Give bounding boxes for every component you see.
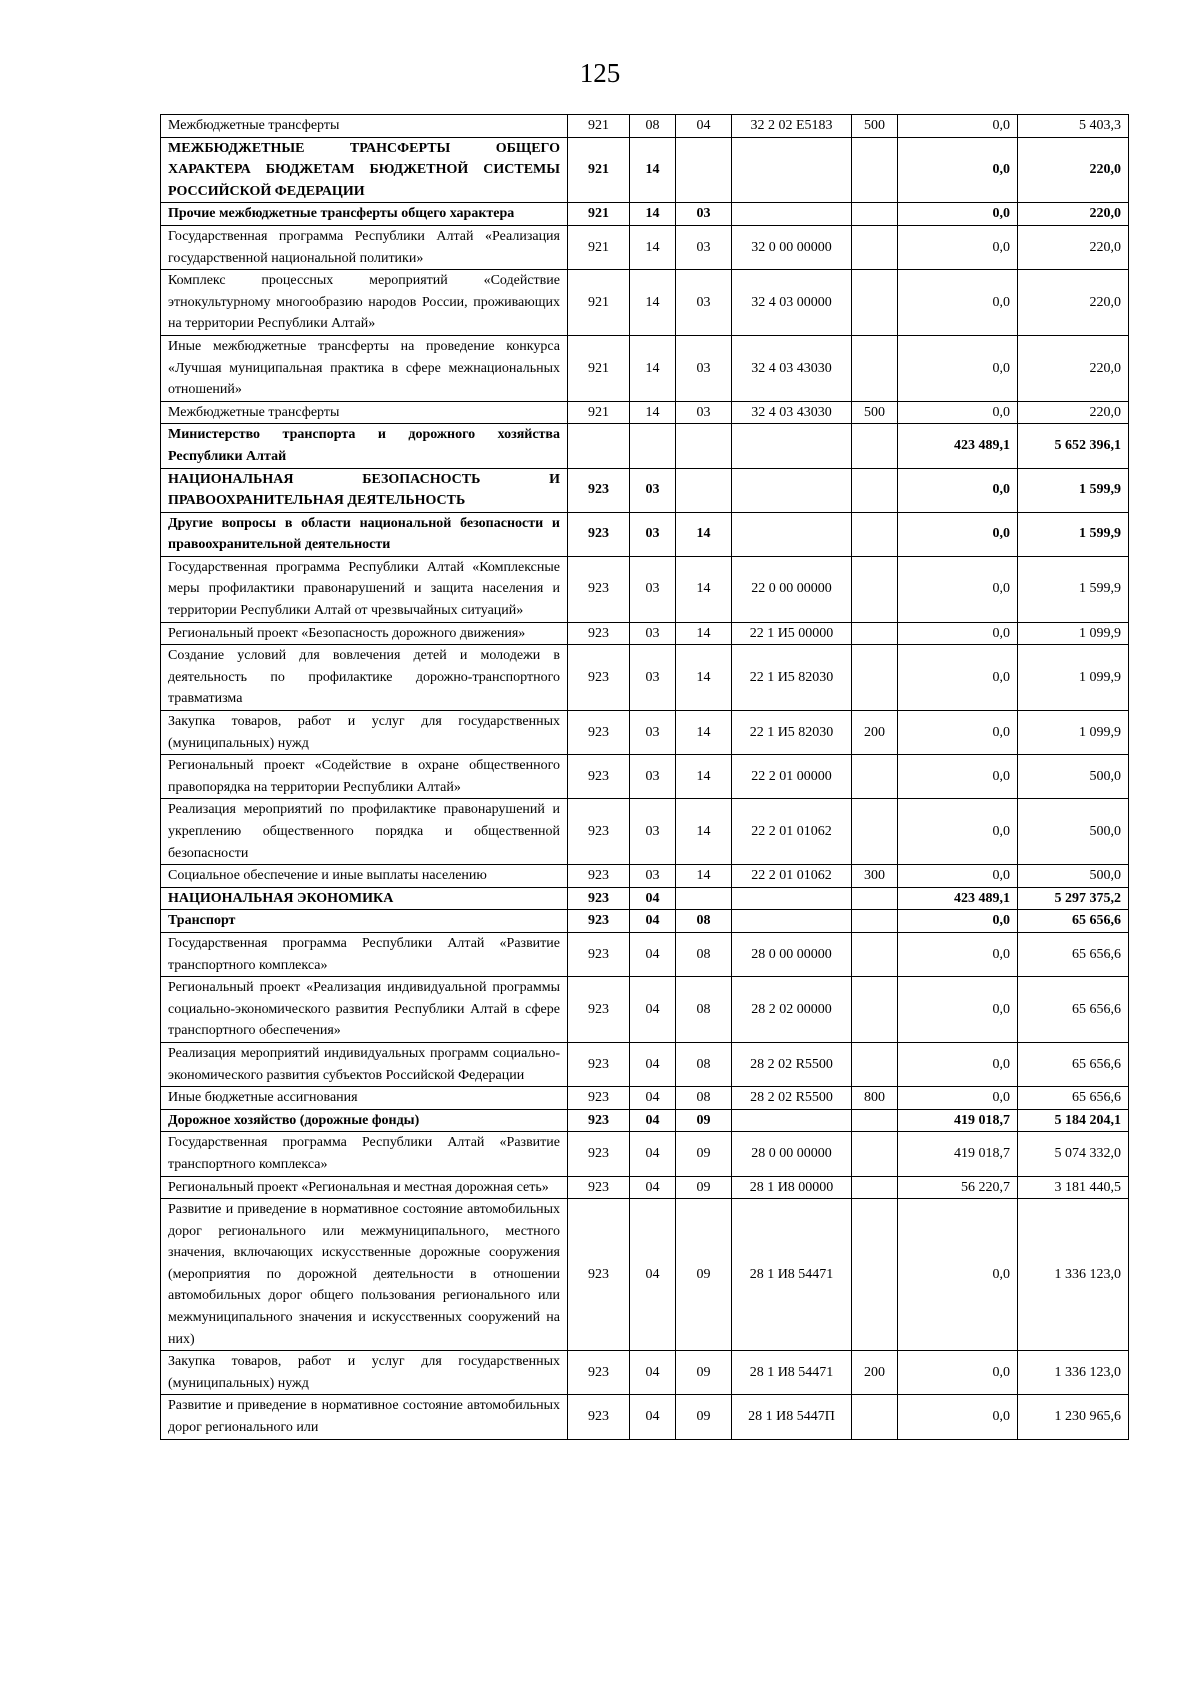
- amount-2: 1 599,9: [1018, 468, 1129, 512]
- target-article-code: 28 1 И8 00000: [732, 1176, 852, 1199]
- subsection-code: 03: [676, 225, 732, 269]
- row-name: Реализация мероприятий по профилактике правонарушений и укреплению общественного порядка и общественной безопасности: [161, 799, 568, 865]
- table-row: [161, 1351, 1129, 1395]
- table-row: [161, 1109, 1129, 1132]
- amount-1: 0,0: [898, 1351, 1018, 1395]
- subsection-code: 08: [676, 1087, 732, 1110]
- section-code: 14: [630, 270, 676, 336]
- expense-type-code: [852, 1176, 898, 1199]
- row-name: МЕЖБЮДЖЕТНЫЕ ТРАНСФЕРТЫ ОБЩЕГО ХАРАКТЕРА БЮДЖЕТАМ БЮДЖЕТНОЙ СИСТЕМЫ РОССИЙСКОЙ ФЕДЕРАЦИИ: [161, 137, 568, 203]
- subsection-code: 09: [676, 1395, 732, 1439]
- admin-code: 923: [568, 468, 630, 512]
- target-article-code: 28 1 И8 54471: [732, 1199, 852, 1351]
- amount-1: 0,0: [898, 1087, 1018, 1110]
- target-article-code: [732, 424, 852, 468]
- target-article-code: 32 2 02 E5183: [732, 115, 852, 138]
- target-article-code: 28 2 02 00000: [732, 977, 852, 1043]
- subsection-code: 03: [676, 401, 732, 424]
- target-article-code: 22 1 И5 82030: [732, 645, 852, 711]
- expense-type-code: 500: [852, 115, 898, 138]
- expense-type-code: [852, 270, 898, 336]
- target-article-code: 32 4 03 43030: [732, 401, 852, 424]
- expense-type-code: [852, 799, 898, 865]
- table-row: [161, 270, 1129, 336]
- table-row: [161, 1132, 1129, 1176]
- table-row: [161, 512, 1129, 556]
- expense-type-code: 500: [852, 401, 898, 424]
- amount-1: 0,0: [898, 137, 1018, 203]
- amount-1: 419 018,7: [898, 1132, 1018, 1176]
- admin-code: 923: [568, 799, 630, 865]
- table-row: [161, 799, 1129, 865]
- section-code: 14: [630, 137, 676, 203]
- row-name: Межбюджетные трансферты: [161, 401, 568, 424]
- row-name: Реализация мероприятий индивидуальных программ социально-экономического развития субъектов Российской Федерации: [161, 1042, 568, 1086]
- row-name: Государственная программа Республики Алтай «Реализация государственной национальной политики»: [161, 225, 568, 269]
- amount-2: 1 599,9: [1018, 512, 1129, 556]
- row-name: Другие вопросы в области национальной безопасности и правоохранительной деятельности: [161, 512, 568, 556]
- amount-1: 423 489,1: [898, 887, 1018, 910]
- section-code: 03: [630, 512, 676, 556]
- table-row: [161, 137, 1129, 203]
- admin-code: 923: [568, 1042, 630, 1086]
- amount-2: 220,0: [1018, 401, 1129, 424]
- section-code: 04: [630, 887, 676, 910]
- subsection-code: 03: [676, 203, 732, 226]
- row-name: Комплекс процессных мероприятий «Содействие этнокультурному многообразию народов России, проживающих на территории Республики Алтай»: [161, 270, 568, 336]
- amount-2: 1 599,9: [1018, 556, 1129, 622]
- amount-1: 56 220,7: [898, 1176, 1018, 1199]
- section-code: 04: [630, 910, 676, 933]
- target-article-code: 28 0 00 00000: [732, 1132, 852, 1176]
- section-code: 04: [630, 1087, 676, 1110]
- table-row: [161, 711, 1129, 755]
- target-article-code: 22 0 00 00000: [732, 556, 852, 622]
- target-article-code: [732, 1109, 852, 1132]
- expense-type-code: [852, 932, 898, 976]
- section-code: 03: [630, 711, 676, 755]
- amount-2: 3 181 440,5: [1018, 1176, 1129, 1199]
- amount-1: 0,0: [898, 512, 1018, 556]
- amount-2: 500,0: [1018, 865, 1129, 888]
- target-article-code: 22 1 И5 00000: [732, 622, 852, 645]
- expense-type-code: [852, 137, 898, 203]
- amount-2: 5 652 396,1: [1018, 424, 1129, 468]
- table-row: [161, 1395, 1129, 1439]
- expense-type-code: [852, 645, 898, 711]
- admin-code: 923: [568, 910, 630, 933]
- row-name: Прочие межбюджетные трансферты общего характера: [161, 203, 568, 226]
- section-code: 03: [630, 865, 676, 888]
- amount-2: 65 656,6: [1018, 910, 1129, 933]
- table-row: [161, 865, 1129, 888]
- section-code: 03: [630, 556, 676, 622]
- subsection-code: 09: [676, 1351, 732, 1395]
- amount-2: 5 184 204,1: [1018, 1109, 1129, 1132]
- amount-2: 1 099,9: [1018, 645, 1129, 711]
- subsection-code: 14: [676, 512, 732, 556]
- target-article-code: 28 2 02 R5500: [732, 1042, 852, 1086]
- subsection-code: 09: [676, 1132, 732, 1176]
- subsection-code: 08: [676, 932, 732, 976]
- subsection-code: 14: [676, 799, 732, 865]
- table-row: [161, 1087, 1129, 1110]
- amount-2: 1 099,9: [1018, 622, 1129, 645]
- section-code: 03: [630, 468, 676, 512]
- subsection-code: [676, 137, 732, 203]
- amount-1: 0,0: [898, 468, 1018, 512]
- expense-type-code: [852, 755, 898, 799]
- target-article-code: 22 2 01 01062: [732, 865, 852, 888]
- amount-1: 0,0: [898, 401, 1018, 424]
- amount-1: 0,0: [898, 910, 1018, 933]
- admin-code: 923: [568, 622, 630, 645]
- amount-2: 5 074 332,0: [1018, 1132, 1129, 1176]
- admin-code: 923: [568, 932, 630, 976]
- admin-code: 921: [568, 225, 630, 269]
- target-article-code: [732, 910, 852, 933]
- target-article-code: 22 1 И5 82030: [732, 711, 852, 755]
- table-row: [161, 335, 1129, 401]
- table-row: [161, 225, 1129, 269]
- table-row: [161, 115, 1129, 138]
- amount-2: 65 656,6: [1018, 977, 1129, 1043]
- budget-table: [160, 114, 1129, 1440]
- subsection-code: [676, 424, 732, 468]
- amount-1: 0,0: [898, 755, 1018, 799]
- target-article-code: 28 1 И8 54471: [732, 1351, 852, 1395]
- expense-type-code: [852, 424, 898, 468]
- admin-code: 923: [568, 1132, 630, 1176]
- section-code: 03: [630, 755, 676, 799]
- subsection-code: 03: [676, 335, 732, 401]
- amount-1: 0,0: [898, 1199, 1018, 1351]
- target-article-code: [732, 203, 852, 226]
- amount-2: 65 656,6: [1018, 1087, 1129, 1110]
- row-name: Региональный проект «Содействие в охране общественного правопорядка на территории Республики Алтай»: [161, 755, 568, 799]
- row-name: Государственная программа Республики Алтай «Развитие транспортного комплекса»: [161, 932, 568, 976]
- target-article-code: 22 2 01 00000: [732, 755, 852, 799]
- row-name: Развитие и приведение в нормативное состояние автомобильных дорог регионального или: [161, 1395, 568, 1439]
- expense-type-code: [852, 887, 898, 910]
- table-row: [161, 622, 1129, 645]
- subsection-code: 14: [676, 622, 732, 645]
- expense-type-code: 200: [852, 711, 898, 755]
- table-row: [161, 910, 1129, 933]
- amount-2: 220,0: [1018, 335, 1129, 401]
- admin-code: 921: [568, 270, 630, 336]
- admin-code: 921: [568, 401, 630, 424]
- section-code: 03: [630, 799, 676, 865]
- admin-code: 923: [568, 865, 630, 888]
- subsection-code: 09: [676, 1109, 732, 1132]
- section-code: 04: [630, 977, 676, 1043]
- amount-2: 220,0: [1018, 270, 1129, 336]
- table-row: [161, 401, 1129, 424]
- section-code: 04: [630, 1199, 676, 1351]
- table-row: [161, 556, 1129, 622]
- row-name: Государственная программа Республики Алтай «Комплексные меры профилактики правонарушений и защита населения и территории Республики Алтай от чрезвычайных ситуаций»: [161, 556, 568, 622]
- table-row: [161, 203, 1129, 226]
- amount-2: 220,0: [1018, 203, 1129, 226]
- expense-type-code: [852, 225, 898, 269]
- subsection-code: 14: [676, 556, 732, 622]
- section-code: 08: [630, 115, 676, 138]
- amount-1: 0,0: [898, 799, 1018, 865]
- row-name: Развитие и приведение в нормативное состояние автомобильных дорог регионального или межмуниципального, местного значения, включающих искусственные дорожные сооружения (мероприятия по дорожной деятельности в отношении автомобильных дорог общего пользования регионального или межмуниципального значения и искусственных сооружений на них): [161, 1199, 568, 1351]
- amount-2: 5 403,3: [1018, 115, 1129, 138]
- subsection-code: 08: [676, 977, 732, 1043]
- target-article-code: 32 4 03 00000: [732, 270, 852, 336]
- expense-type-code: [852, 335, 898, 401]
- target-article-code: 32 4 03 43030: [732, 335, 852, 401]
- row-name: Иные бюджетные ассигнования: [161, 1087, 568, 1110]
- admin-code: 923: [568, 1351, 630, 1395]
- amount-2: 1 336 123,0: [1018, 1199, 1129, 1351]
- expense-type-code: [852, 910, 898, 933]
- subsection-code: [676, 468, 732, 512]
- admin-code: 923: [568, 1395, 630, 1439]
- row-name: Иные межбюджетные трансферты на проведение конкурса «Лучшая муниципальная практика в сфере межнациональных отношений»: [161, 335, 568, 401]
- expense-type-code: [852, 1042, 898, 1086]
- subsection-code: 14: [676, 645, 732, 711]
- table-row: [161, 1176, 1129, 1199]
- section-code: 04: [630, 1132, 676, 1176]
- subsection-code: 08: [676, 910, 732, 933]
- section-code: 04: [630, 932, 676, 976]
- row-name: Региональный проект «Региональная и местная дорожная сеть»: [161, 1176, 568, 1199]
- admin-code: 923: [568, 512, 630, 556]
- target-article-code: 28 1 И8 5447П: [732, 1395, 852, 1439]
- amount-1: 0,0: [898, 711, 1018, 755]
- expense-type-code: 200: [852, 1351, 898, 1395]
- row-name: Межбюджетные трансферты: [161, 115, 568, 138]
- section-code: 14: [630, 401, 676, 424]
- target-article-code: [732, 137, 852, 203]
- section-code: 04: [630, 1395, 676, 1439]
- target-article-code: [732, 887, 852, 910]
- expense-type-code: [852, 622, 898, 645]
- subsection-code: 09: [676, 1176, 732, 1199]
- page-number: 125: [579, 58, 621, 88]
- subsection-code: [676, 887, 732, 910]
- subsection-code: 04: [676, 115, 732, 138]
- table-row: [161, 977, 1129, 1043]
- table-row: [161, 887, 1129, 910]
- subsection-code: 14: [676, 755, 732, 799]
- amount-2: 500,0: [1018, 755, 1129, 799]
- expense-type-code: [852, 977, 898, 1043]
- table-row: [161, 468, 1129, 512]
- expense-type-code: [852, 1109, 898, 1132]
- subsection-code: 03: [676, 270, 732, 336]
- amount-1: 0,0: [898, 115, 1018, 138]
- amount-1: 423 489,1: [898, 424, 1018, 468]
- amount-2: 500,0: [1018, 799, 1129, 865]
- admin-code: 923: [568, 645, 630, 711]
- row-name: Государственная программа Республики Алтай «Развитие транспортного комплекса»: [161, 1132, 568, 1176]
- expense-type-code: 800: [852, 1087, 898, 1110]
- admin-code: 923: [568, 1109, 630, 1132]
- amount-1: 0,0: [898, 203, 1018, 226]
- expense-type-code: [852, 1199, 898, 1351]
- table-row: [161, 645, 1129, 711]
- expense-type-code: 300: [852, 865, 898, 888]
- section-code: 04: [630, 1351, 676, 1395]
- expense-type-code: [852, 203, 898, 226]
- section-code: 03: [630, 645, 676, 711]
- admin-code: 923: [568, 755, 630, 799]
- subsection-code: 14: [676, 865, 732, 888]
- expense-type-code: [852, 556, 898, 622]
- admin-code: 921: [568, 137, 630, 203]
- table-row: [161, 755, 1129, 799]
- target-article-code: 28 0 00 00000: [732, 932, 852, 976]
- row-name: НАЦИОНАЛЬНАЯ БЕЗОПАСНОСТЬ И ПРАВООХРАНИТЕЛЬНАЯ ДЕЯТЕЛЬНОСТЬ: [161, 468, 568, 512]
- target-article-code: 32 0 00 00000: [732, 225, 852, 269]
- section-code: 14: [630, 225, 676, 269]
- section-code: 14: [630, 335, 676, 401]
- row-name: Закупка товаров, работ и услуг для государственных (муниципальных) нужд: [161, 1351, 568, 1395]
- section-code: 04: [630, 1176, 676, 1199]
- amount-2: 65 656,6: [1018, 1042, 1129, 1086]
- subsection-code: 14: [676, 711, 732, 755]
- subsection-code: 09: [676, 1199, 732, 1351]
- expense-type-code: [852, 512, 898, 556]
- expense-type-code: [852, 1395, 898, 1439]
- table-row: [161, 1042, 1129, 1086]
- admin-code: 921: [568, 115, 630, 138]
- table-row: [161, 1199, 1129, 1351]
- section-code: [630, 424, 676, 468]
- amount-1: 0,0: [898, 622, 1018, 645]
- amount-2: 220,0: [1018, 137, 1129, 203]
- target-article-code: 22 2 01 01062: [732, 799, 852, 865]
- subsection-code: 08: [676, 1042, 732, 1086]
- row-name: Транспорт: [161, 910, 568, 933]
- amount-1: 0,0: [898, 225, 1018, 269]
- row-name: Министерство транспорта и дорожного хозяйства Республики Алтай: [161, 424, 568, 468]
- section-code: 14: [630, 203, 676, 226]
- amount-1: 0,0: [898, 335, 1018, 401]
- admin-code: 923: [568, 711, 630, 755]
- target-article-code: [732, 468, 852, 512]
- row-name: Региональный проект «Безопасность дорожного движения»: [161, 622, 568, 645]
- row-name: Дорожное хозяйство (дорожные фонды): [161, 1109, 568, 1132]
- table-row: [161, 424, 1129, 468]
- admin-code: 921: [568, 203, 630, 226]
- expense-type-code: [852, 1132, 898, 1176]
- amount-1: 0,0: [898, 1395, 1018, 1439]
- row-name: Закупка товаров, работ и услуг для государственных (муниципальных) нужд: [161, 711, 568, 755]
- section-code: 04: [630, 1109, 676, 1132]
- admin-code: 923: [568, 1087, 630, 1110]
- section-code: 04: [630, 1042, 676, 1086]
- target-article-code: 28 2 02 R5500: [732, 1087, 852, 1110]
- table-row: [161, 932, 1129, 976]
- expense-type-code: [852, 468, 898, 512]
- amount-1: 0,0: [898, 1042, 1018, 1086]
- row-name: Социальное обеспечение и иные выплаты населению: [161, 865, 568, 888]
- amount-2: 65 656,6: [1018, 932, 1129, 976]
- amount-1: 0,0: [898, 865, 1018, 888]
- amount-2: 1 099,9: [1018, 711, 1129, 755]
- target-article-code: [732, 512, 852, 556]
- amount-2: 1 336 123,0: [1018, 1351, 1129, 1395]
- amount-2: 1 230 965,6: [1018, 1395, 1129, 1439]
- admin-code: 923: [568, 1199, 630, 1351]
- amount-1: 0,0: [898, 977, 1018, 1043]
- amount-1: 0,0: [898, 556, 1018, 622]
- row-name: Создание условий для вовлечения детей и молодежи в деятельность по профилактике дорожно-транспортного травматизма: [161, 645, 568, 711]
- amount-1: 0,0: [898, 270, 1018, 336]
- amount-1: 0,0: [898, 645, 1018, 711]
- amount-2: 5 297 375,2: [1018, 887, 1129, 910]
- row-name: Региональный проект «Реализация индивидуальной программы социально-экономического развития Республики Алтай в сфере транспортного обеспечения»: [161, 977, 568, 1043]
- row-name: НАЦИОНАЛЬНАЯ ЭКОНОМИКА: [161, 887, 568, 910]
- admin-code: 923: [568, 1176, 630, 1199]
- amount-1: 419 018,7: [898, 1109, 1018, 1132]
- admin-code: 923: [568, 887, 630, 910]
- admin-code: [568, 424, 630, 468]
- admin-code: 923: [568, 556, 630, 622]
- admin-code: 921: [568, 335, 630, 401]
- section-code: 03: [630, 622, 676, 645]
- amount-1: 0,0: [898, 932, 1018, 976]
- amount-2: 220,0: [1018, 225, 1129, 269]
- admin-code: 923: [568, 977, 630, 1043]
